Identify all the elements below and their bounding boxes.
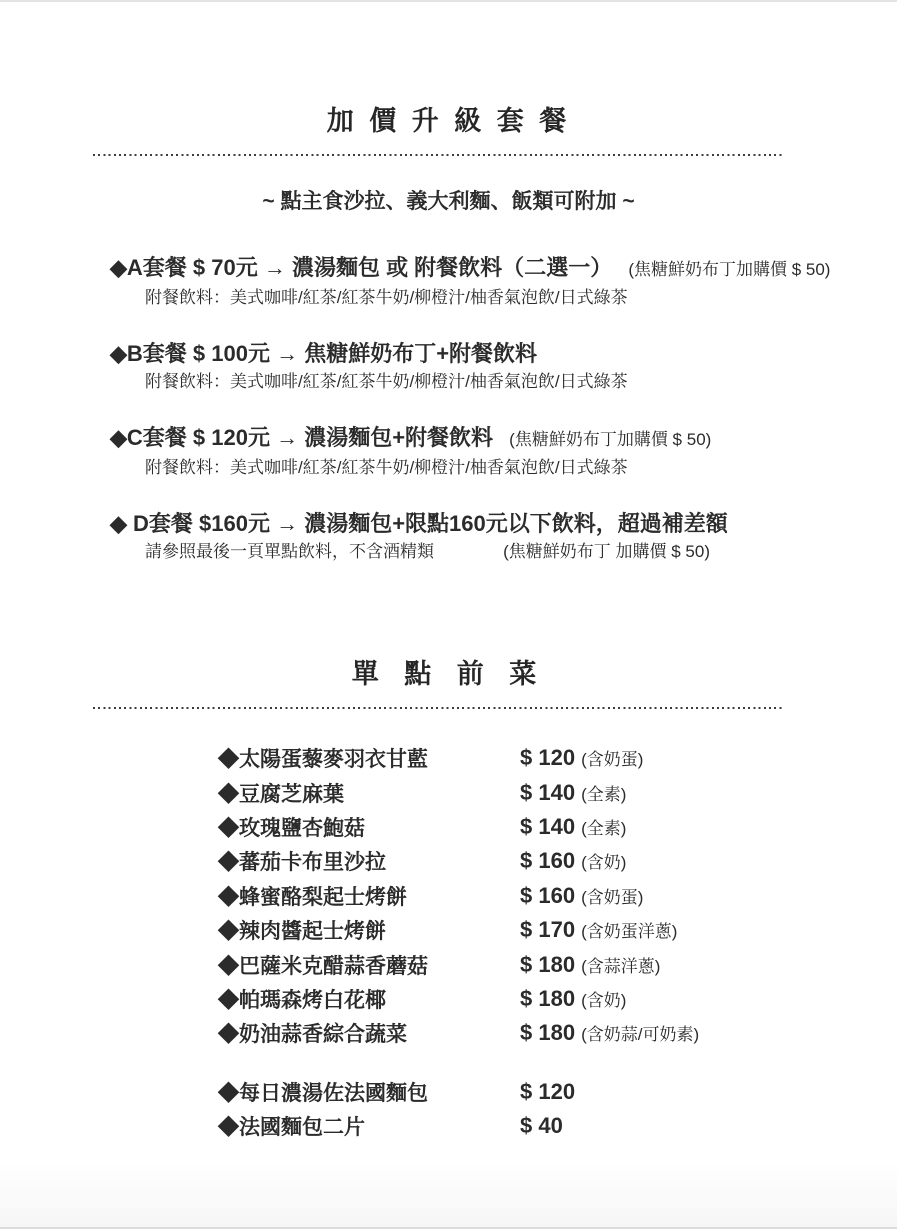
item-name: ◆帕瑪森烤白花椰 (218, 988, 386, 1012)
item-note: (含奶蒜/可奶素) (581, 1025, 700, 1045)
menu-item-row (218, 810, 897, 844)
price-value: $ 180 (520, 951, 576, 977)
item-price (520, 1020, 699, 1046)
price-value: $ 40 (520, 1113, 563, 1139)
price-value: $ 170 (520, 917, 576, 943)
upgrade-subtitle: ~ 點主食沙拉、義大利麵、飯類可附加 ~ (262, 190, 635, 213)
menu-item-row (218, 844, 897, 878)
price-value: $ 120 (520, 745, 576, 771)
item-price (520, 883, 643, 909)
item-price (520, 917, 677, 943)
price-value: $ 140 (520, 813, 576, 839)
combo-d-sub-left: 請參照最後一頁單點飲料，不含酒精類 (145, 542, 434, 561)
combo-d-main (110, 509, 807, 539)
upgrade-section-title: 加 價 升 級 套 餐 (326, 106, 571, 136)
menu-item-row (218, 1075, 897, 1109)
item-name: ◆辣肉醬起士烤餅 (218, 920, 386, 944)
item-name: ◆巴薩米克醋蒜香蘑菇 (218, 954, 428, 978)
item-name: ◆每日濃湯佐法國麵包 (218, 1081, 428, 1105)
combo-b-main (110, 339, 807, 369)
combo-c (110, 423, 807, 481)
menu-item-row (218, 913, 897, 947)
item-price (520, 952, 660, 978)
combo-d-sub-right: (焦糖鮮奶布丁 加購價 $ 50) (503, 542, 710, 561)
item-price (520, 1113, 563, 1139)
item-name: ◆玫瑰鹽杏鮑菇 (218, 816, 365, 840)
combo-a-main (110, 253, 831, 285)
menu-item-row (218, 947, 897, 981)
item-note: (含蒜洋蔥) (581, 956, 661, 976)
menu-item-row (218, 879, 897, 913)
menu-item-row (218, 1016, 897, 1050)
combo-b-drinks: 附餐飲料：美式咖啡/紅茶/紅茶牛奶/柳橙汁/柚香氣泡飲/日式綠茶 (145, 372, 628, 391)
item-price (520, 848, 626, 874)
combo-a-drinks: 附餐飲料：美式咖啡/紅茶/紅茶牛奶/柳橙汁/柚香氣泡飲/日式綠茶 (145, 288, 628, 307)
combo-d (110, 509, 807, 565)
combo-c-note: (焦糖鮮奶布丁加購價 $ 50) (509, 430, 712, 449)
combo-a (110, 253, 831, 311)
item-name: ◆法國麵包二片 (218, 1116, 365, 1140)
price-value: $ 180 (520, 1020, 576, 1046)
price-value: $ 120 (520, 1078, 576, 1104)
item-name: ◆奶油蒜香綜合蔬菜 (218, 1023, 407, 1047)
item-name: ◆豆腐芝麻葉 (218, 782, 344, 806)
item-note: (全素) (581, 818, 627, 838)
item-note: (含奶) (581, 853, 627, 873)
page-bottom-shadow (0, 1159, 897, 1229)
appetizer-section-title: 單 點 前 菜 (351, 659, 546, 689)
price-value: $ 160 (520, 882, 576, 908)
item-note: (全素) (581, 784, 627, 804)
item-note: (含奶蛋洋蔥) (581, 922, 678, 942)
combo-a-main-text: ◆A套餐 $ 70元 → 濃湯麵包 或 附餐飲料（二選一） (110, 255, 613, 280)
item-price (520, 986, 626, 1012)
price-value: $ 180 (520, 985, 576, 1011)
dotted-divider (93, 707, 784, 709)
combo-c-main (110, 423, 807, 455)
combo-a-note: (焦糖鮮奶布丁加購價 $ 50) (628, 260, 831, 279)
item-note: (含奶蛋) (581, 750, 644, 770)
item-note: (含奶蛋) (581, 887, 644, 907)
item-price (520, 814, 626, 840)
menu-item-row (218, 1109, 897, 1143)
item-name: ◆蕃茄卡布里沙拉 (218, 851, 386, 875)
price-value: $ 140 (520, 779, 576, 805)
item-price (520, 1079, 575, 1105)
item-note: (含奶) (581, 990, 627, 1010)
combo-d-sub (110, 539, 710, 565)
price-value: $ 160 (520, 848, 576, 874)
combo-list (0, 253, 897, 565)
combo-b-main-text: ◆B套餐 $ 100元 → 焦糖鮮奶布丁+附餐飲料 (110, 341, 538, 366)
combo-c-main-text: ◆C套餐 $ 120元 → 濃湯麵包+附餐飲料 (110, 425, 494, 450)
item-price (520, 745, 643, 771)
dotted-divider (93, 154, 784, 156)
item-name: ◆蜂蜜酪梨起士烤餅 (218, 885, 407, 909)
item-price (520, 780, 626, 806)
menu-item-row (218, 982, 897, 1016)
menu-item-row (218, 741, 897, 775)
combo-b (110, 339, 807, 395)
menu-item-row (218, 775, 897, 809)
appetizer-list (0, 741, 897, 1143)
item-name: ◆太陽蛋藜麥羽衣甘藍 (218, 748, 428, 772)
combo-c-drinks: 附餐飲料：美式咖啡/紅茶/紅茶牛奶/柳橙汁/柚香氣泡飲/日式綠茶 (145, 458, 628, 477)
combo-d-main-text: ◆ D套餐 $160元 → 濃湯麵包+限點160元以下飲料，超過補差額 (110, 511, 728, 536)
